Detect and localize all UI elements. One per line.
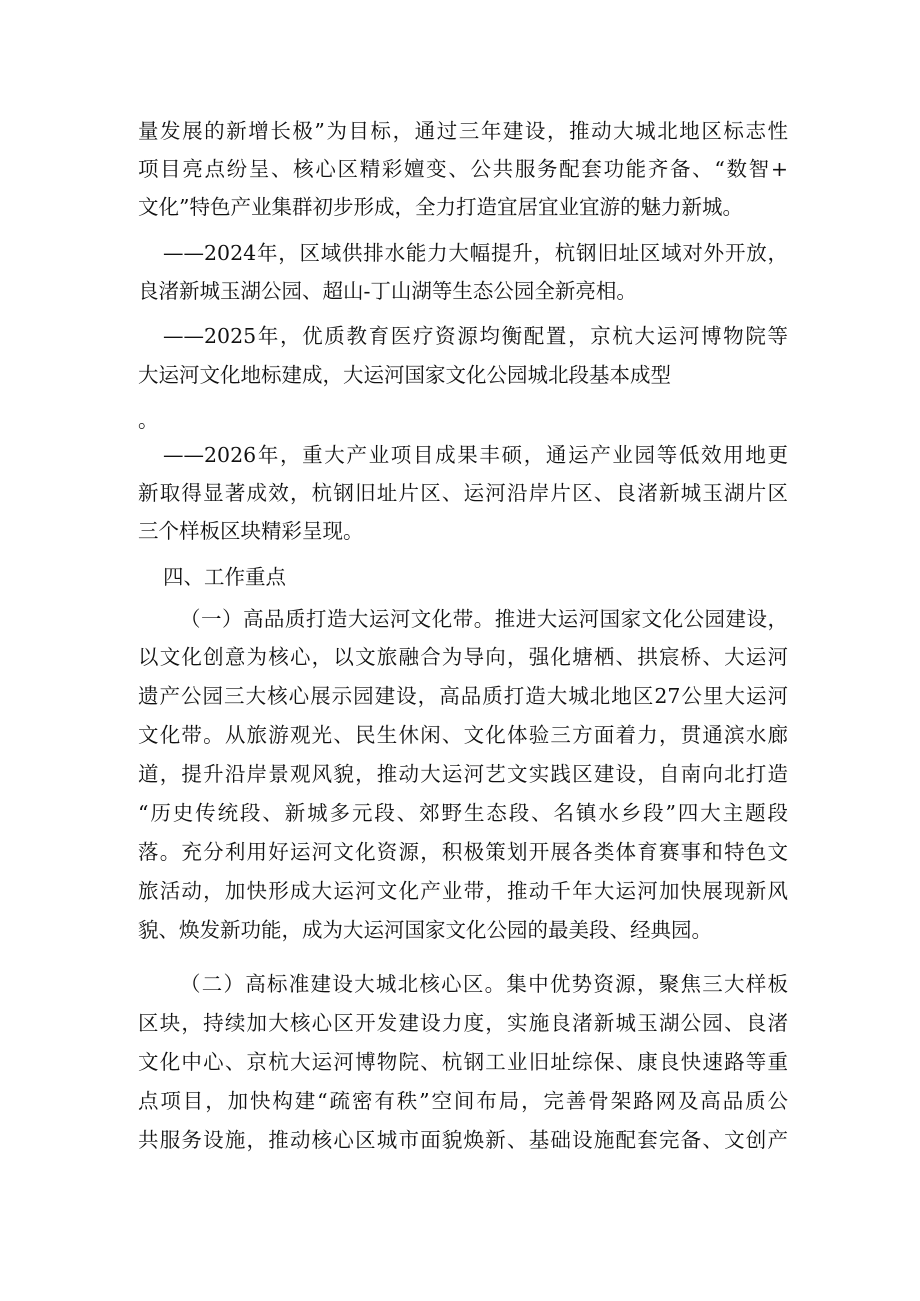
text-line: 旅活动，加快形成大运河文化产业带，推动千年大运河加快展现新风 [138, 879, 788, 903]
text-line: 新取得显著成效，杭钢旧址片区、运河沿岸片区、良渚新城玉湖片区 [138, 481, 788, 505]
text-line: 三个样板区块精彩呈现。 [138, 519, 364, 543]
text-line: （二）高标准建设大城北核心区。集中优势资源，聚焦三大样板 [180, 972, 788, 996]
text-line: ——2026年，重大产业项目成果丰硕，通运产业园等低效用地更 [163, 443, 788, 467]
text-line: 落。充分利用好运河文化资源，积极策划开展各类体育赛事和特色文 [138, 840, 788, 864]
text-line: 区块，持续加大核心区开发建设力度，实施良渚新城玉湖公园、良渚 [138, 1011, 788, 1035]
text-line: 点项目，加快构建“疏密有秩”空间布局，完善骨架路网及高品质公 [138, 1089, 788, 1113]
text-line: 共服务设施，推动核心区城市面貌焕新、基础设施配套完备、文创产 [138, 1128, 788, 1152]
text-line: ——2025年，优质教育医疗资源均衡配置，京杭大运河博物院等 [163, 324, 788, 348]
text-line: 良渚新城玉湖公园、超山-丁山湖等生态公园全新亮相。 [138, 279, 637, 303]
text-line: 文化中心、京杭大运河博物院、杭钢工业旧址综保、康良快速路等重 [138, 1050, 788, 1074]
section-heading: 四、工作重点 [163, 565, 286, 589]
text-line: （一）高品质打造大运河文化带。推进大运河国家文化公园建设， [180, 607, 788, 631]
text-line: “历史传统段、新城多元段、郊野生态段、名镇水乡段”四大主题段 [138, 801, 788, 825]
text-line: 文化”特色产业集群初步形成，全力打造宜居宜业宜游的魅力新城。 [138, 195, 743, 219]
text-line: 文化带。从旅游观光、民生休闲、文化体验三方面着力，贯通滨水廊 [138, 723, 788, 747]
text-line: 道，提升沿岸景观风貌，推动大运河艺文实践区建设，自南向北打造 [138, 762, 788, 786]
text-line: 以文化创意为核心，以文旅融合为导向，强化塘栖、拱宸桥、大运河 [138, 645, 788, 669]
text-line: 遗产公园三大核心展示园建设，高品质打造大城北地区27公里大运河 [138, 684, 788, 708]
text-line: 量发展的新增长极”为目标，通过三年建设，推动大城北地区标志性 [138, 119, 788, 143]
text-line: 项目亮点纷呈、核心区精彩嬗变、公共服务配套功能齐备、“数智+ [138, 157, 788, 181]
text-line: ——2024年，区域供排水能力大幅提升，杭钢旧址区域对外开放， [163, 241, 788, 265]
text-line: 貌、焕发新功能，成为大运河国家文化公园的最美段、经典园。 [138, 918, 712, 942]
text-line: 。 [138, 408, 159, 432]
text-line: 大运河文化地标建成，大运河国家文化公园城北段基本成型 [138, 363, 671, 387]
